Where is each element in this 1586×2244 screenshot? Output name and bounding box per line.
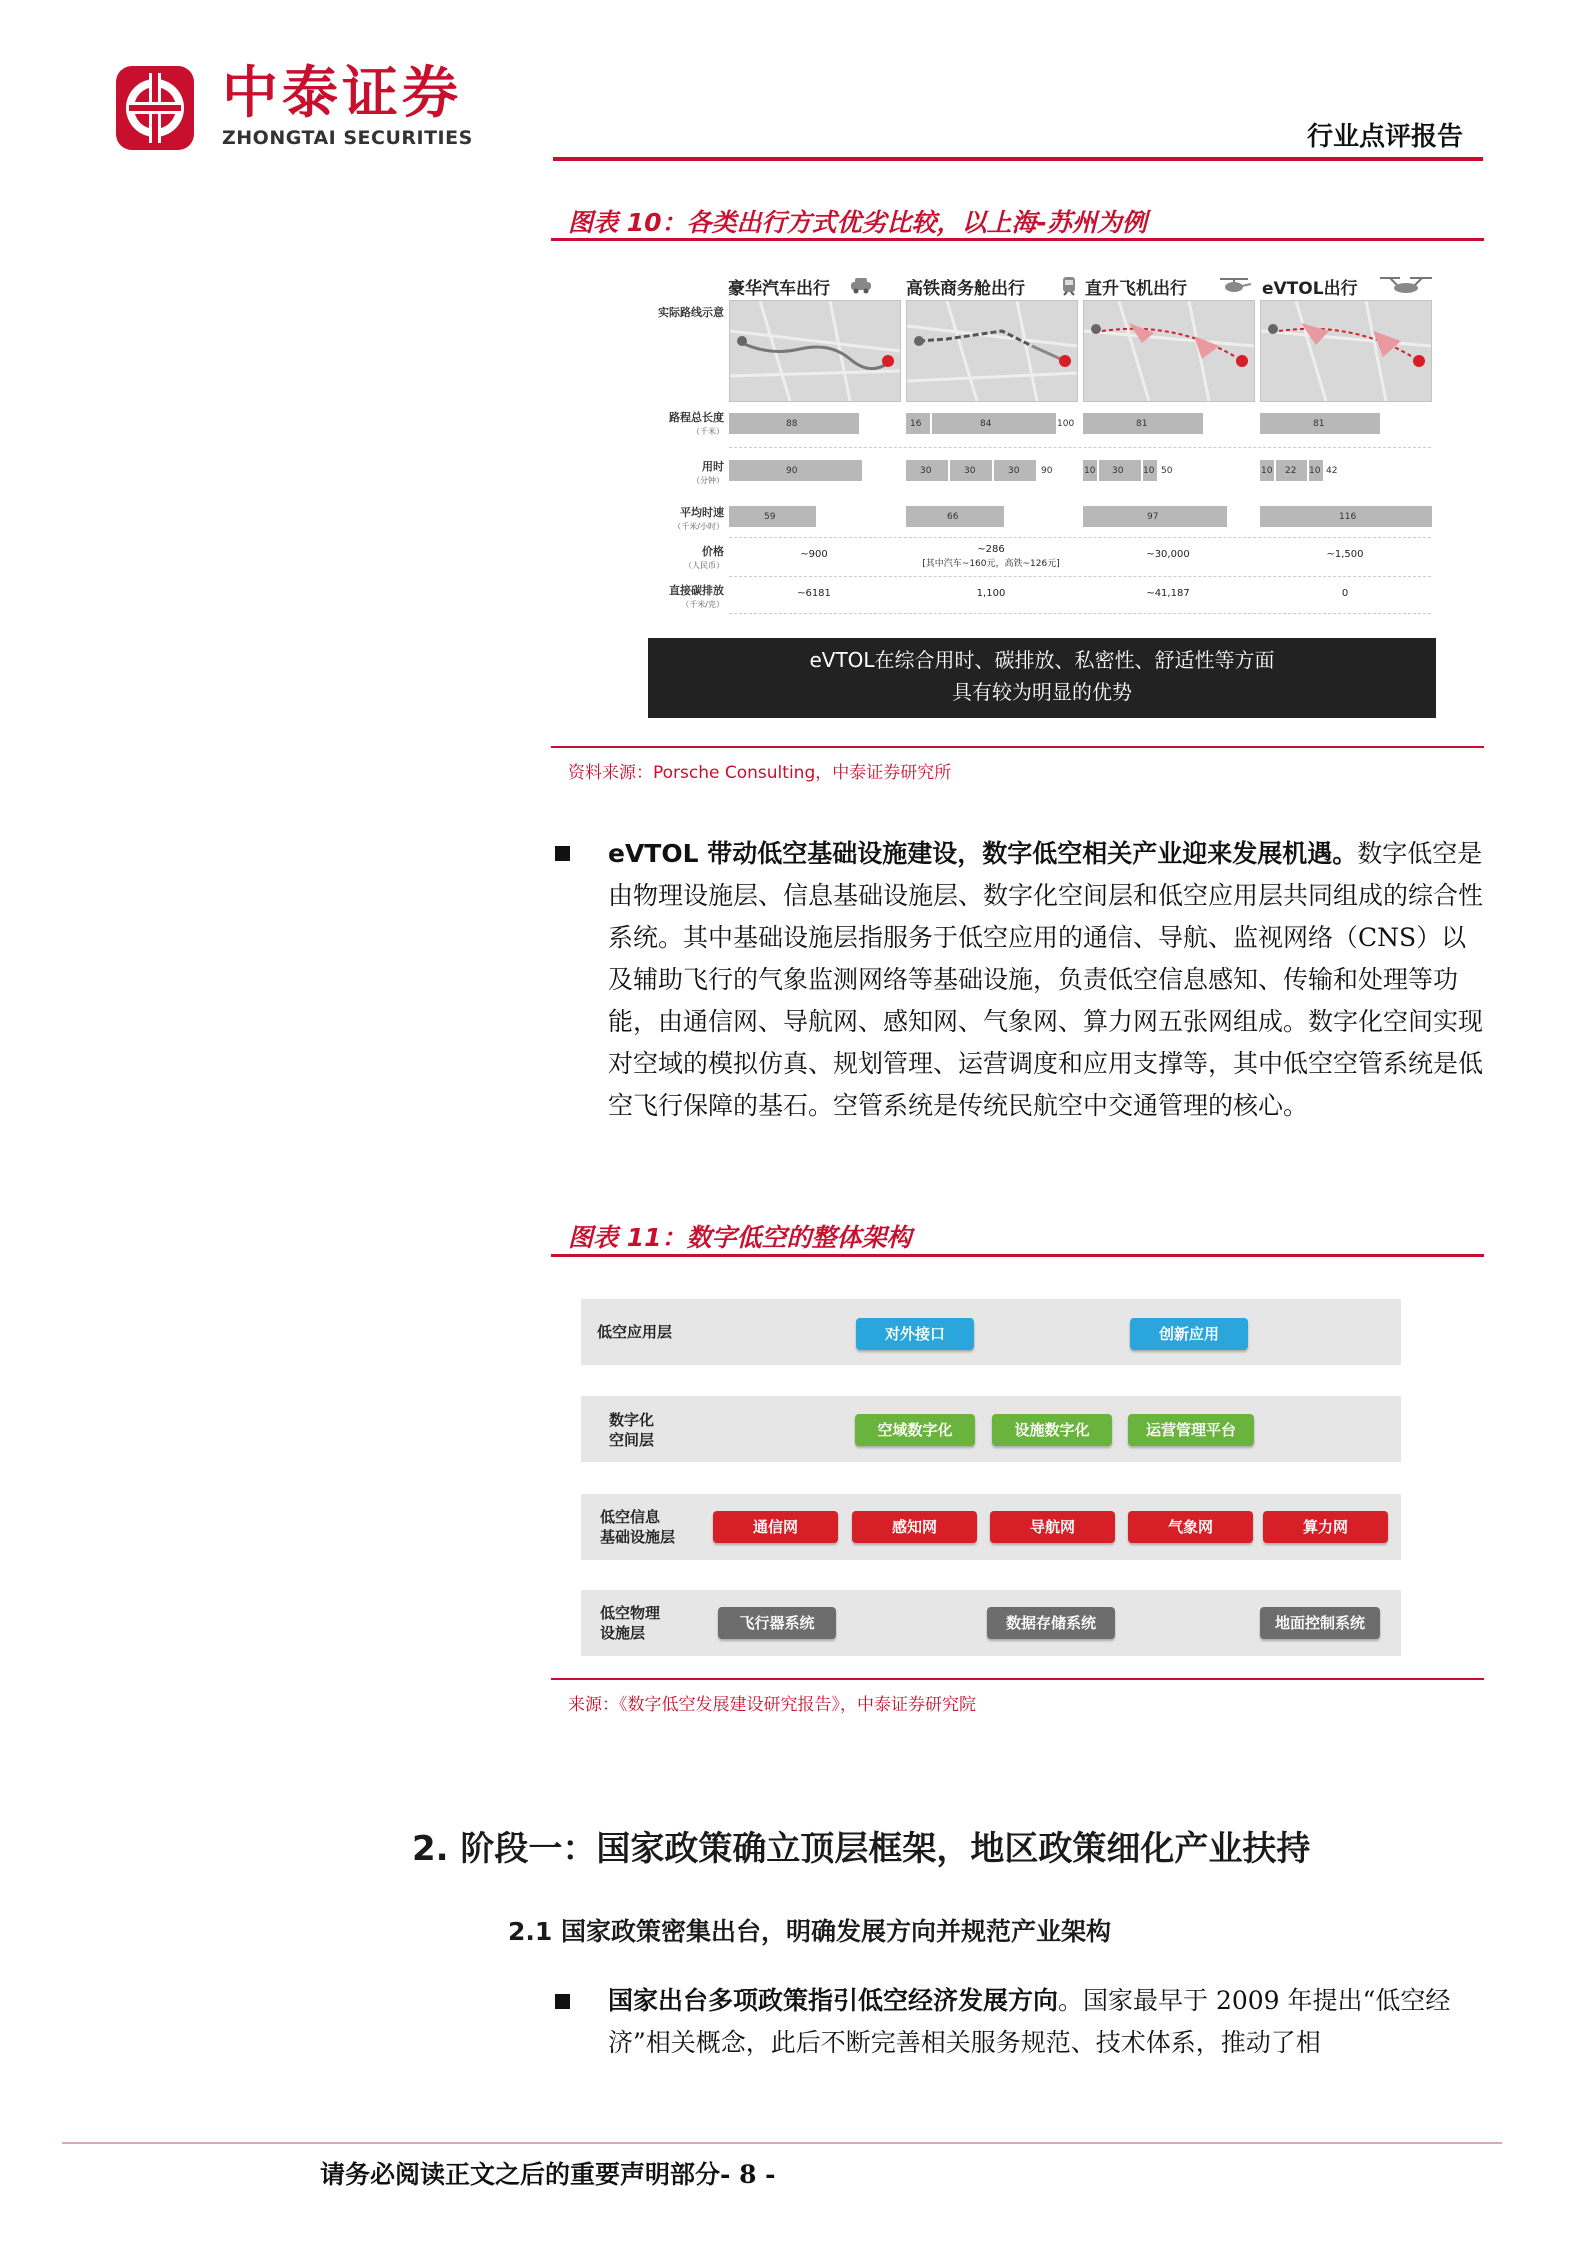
footer-disclaimer: 请务必阅读正文之后的重要声明部分- 8 - bbox=[320, 2160, 776, 2189]
price-value-car: ~900 bbox=[800, 549, 828, 560]
row-label-price-unit: （人民币） bbox=[684, 561, 724, 570]
helicopter-icon bbox=[1218, 276, 1252, 294]
distance-value-train-total: 100 bbox=[1057, 419, 1075, 429]
mode-title-car: 豪华汽车出行 bbox=[728, 279, 830, 299]
conclusion-line-1: eVTOL在综合用时、碳排放、私密性、舒适性等方面 bbox=[809, 648, 1275, 672]
row-label-emission-text: 直接碳排放 bbox=[669, 584, 724, 597]
row-divider bbox=[729, 576, 1431, 577]
layer-label-physical-line1: 低空物理 bbox=[600, 1604, 661, 1622]
item-communication-network: 通信网 bbox=[713, 1511, 838, 1543]
item-navigation-network: 导航网 bbox=[990, 1511, 1115, 1543]
brand-name-cn: 中泰证券 bbox=[222, 61, 462, 126]
layer-label-info-infrastructure bbox=[600, 1507, 675, 1547]
footer-divider bbox=[62, 2142, 1502, 2144]
figure10-title: 图表 10：各类出行方式优劣比较，以上海-苏州为例 bbox=[568, 208, 1147, 237]
layer-label-info-infrastructure-line2: 基础设施层 bbox=[600, 1528, 676, 1546]
time-value-evtol-1: 10 bbox=[1261, 466, 1273, 476]
layer-label-physical-line2: 设施层 bbox=[600, 1624, 646, 1642]
route-map-helicopter bbox=[1083, 300, 1255, 402]
item-computing-network: 算力网 bbox=[1263, 1511, 1388, 1543]
item-airspace-digitalization: 空域数字化 bbox=[855, 1414, 975, 1446]
time-value-train-3: 30 bbox=[1008, 466, 1020, 476]
row-label-speed-text: 平均时速 bbox=[680, 506, 724, 519]
layer-label-application: 低空应用层 bbox=[597, 1323, 673, 1341]
distance-value-car: 88 bbox=[786, 419, 798, 429]
distance-bar-train-rail-leg bbox=[932, 413, 1056, 434]
layer-band-digital-space bbox=[581, 1396, 1401, 1462]
mode-title-helicopter: 直升飞机出行 bbox=[1085, 279, 1187, 299]
item-operation-platform: 运营管理平台 bbox=[1128, 1414, 1254, 1446]
item-aircraft-system: 飞行器系统 bbox=[718, 1607, 836, 1639]
layer-label-digital-space bbox=[609, 1410, 654, 1450]
row-label-distance-text: 路程总长度 bbox=[669, 411, 724, 424]
figure10-source: 资料来源：Porsche Consulting，中泰证券研究所 bbox=[568, 763, 952, 783]
speed-value-car: 59 bbox=[764, 512, 776, 522]
row-label-price bbox=[640, 545, 724, 572]
route-map-evtol bbox=[1260, 300, 1432, 402]
emission-value-car: ~6181 bbox=[797, 588, 831, 599]
price-note-train: [其中汽车~160元，高铁~126元] bbox=[922, 559, 1060, 569]
row-label-time bbox=[640, 460, 724, 487]
time-value-helicopter-total: 50 bbox=[1161, 466, 1173, 476]
row-divider bbox=[729, 613, 1431, 614]
layer-label-physical bbox=[600, 1603, 660, 1643]
layer-label-info-infrastructure-line1: 低空信息 bbox=[600, 1508, 661, 1526]
time-value-train-1: 30 bbox=[920, 466, 932, 476]
layer-band-application bbox=[581, 1299, 1401, 1365]
emission-value-evtol: 0 bbox=[1341, 588, 1349, 599]
row-label-emission-unit: （千米/克） bbox=[681, 600, 724, 609]
layer-label-digital-space-line2: 空间层 bbox=[609, 1431, 655, 1449]
item-sensing-network: 感知网 bbox=[852, 1511, 977, 1543]
header-divider bbox=[553, 157, 1483, 161]
route-map-car bbox=[729, 300, 901, 402]
paragraph-body: 。国家最早于 2009 年提出“低空经济”相关概念，此后不断完善相关服务规范、技术体系，推动了相 bbox=[608, 1986, 1451, 2057]
distance-value-train-2: 84 bbox=[980, 419, 992, 429]
figure10-top-rule bbox=[551, 238, 1484, 241]
item-external-interface: 对外接口 bbox=[856, 1318, 974, 1350]
speed-value-evtol: 116 bbox=[1339, 512, 1357, 522]
emission-value-helicopter: ~41,187 bbox=[1146, 588, 1190, 599]
time-value-evtol-total: 42 bbox=[1326, 466, 1338, 476]
distance-value-helicopter: 81 bbox=[1136, 419, 1148, 429]
paragraph-digital-low-altitude bbox=[608, 833, 1486, 1127]
row-label-time-text: 用时 bbox=[702, 460, 724, 473]
brand-name-en: ZHONGTAI SECURITIES bbox=[222, 127, 473, 149]
figure11-top-rule bbox=[551, 1254, 1484, 1257]
distance-value-train-1: 16 bbox=[910, 419, 922, 429]
row-divider bbox=[729, 537, 1431, 538]
figure10-bottom-rule bbox=[551, 746, 1484, 748]
car-icon bbox=[849, 276, 873, 294]
figure11-source: 来源：《数字低空发展建设研究报告》，中泰证券研究院 bbox=[568, 1695, 976, 1715]
train-icon bbox=[1061, 276, 1077, 296]
subsection-heading: 2.1 国家政策密集出台，明确发展方向并规范产业架构 bbox=[508, 1917, 1111, 1946]
time-value-evtol-3: 10 bbox=[1309, 466, 1321, 476]
row-label-distance bbox=[640, 411, 724, 438]
conclusion-box bbox=[648, 638, 1436, 718]
row-label-emission bbox=[640, 584, 724, 611]
time-value-helicopter-2: 30 bbox=[1112, 466, 1124, 476]
evtol-icon bbox=[1378, 274, 1434, 296]
item-innovative-application: 创新应用 bbox=[1130, 1318, 1248, 1350]
speed-value-train: 66 bbox=[947, 512, 959, 522]
layer-label-digital-space-line1: 数字化 bbox=[609, 1411, 655, 1429]
item-facility-digitalization: 设施数字化 bbox=[992, 1414, 1112, 1446]
row-label-distance-unit: （千米） bbox=[692, 427, 724, 436]
item-ground-control-system: 地面控制系统 bbox=[1260, 1607, 1380, 1639]
row-label-route: 实际路线示意 bbox=[658, 306, 724, 319]
time-value-car: 90 bbox=[786, 466, 798, 476]
paragraph-lead: eVTOL 带动低空基础设施建设，数字低空相关产业迎来发展机遇。 bbox=[608, 839, 1358, 868]
time-value-train-total: 90 bbox=[1041, 466, 1053, 476]
zhongtai-logo-icon bbox=[115, 65, 195, 151]
report-type: 行业点评报告 bbox=[1307, 122, 1464, 152]
row-label-speed-unit: （千米/小时） bbox=[673, 522, 724, 531]
time-value-evtol-2: 22 bbox=[1285, 466, 1297, 476]
row-label-speed bbox=[640, 506, 724, 533]
item-data-storage-system: 数据存储系统 bbox=[987, 1607, 1115, 1639]
time-value-helicopter-1: 10 bbox=[1084, 466, 1096, 476]
price-value-evtol: ~1,500 bbox=[1326, 549, 1364, 560]
paragraph-national-policy bbox=[608, 1980, 1486, 2064]
figure11-title: 图表 11：数字低空的整体架构 bbox=[568, 1223, 912, 1252]
emission-value-train: 1,100 bbox=[976, 588, 1006, 599]
item-weather-network: 气象网 bbox=[1128, 1511, 1253, 1543]
speed-value-helicopter: 97 bbox=[1147, 512, 1159, 522]
row-label-price-text: 价格 bbox=[702, 545, 724, 558]
mode-title-evtol: eVTOL出行 bbox=[1262, 279, 1358, 299]
row-divider bbox=[729, 447, 1431, 448]
time-value-train-2: 30 bbox=[964, 466, 976, 476]
bullet-icon bbox=[555, 1994, 570, 2009]
distance-value-evtol: 81 bbox=[1313, 419, 1325, 429]
paragraph-body: 数字低空是由物理设施层、信息基础设施层、数字化空间层和低空应用层共同组成的综合性系统。其中基础设施层指服务于低空应用的通信、导航、监视网络（CNS）以及辅助飞行的气象监测网络等基础设施，负责低空信息感知、传输和处理等功能，由通信网、导航网、感知网、气象网、算力网五张网组成。数字化空间实现对空域的模拟仿真、规划管理、运营调度和应用支撑等，其中低空空管系统是低空飞行保障的基石。空管系统是传统民航空中交通管理的核心。 bbox=[608, 839, 1484, 1120]
route-map-train bbox=[906, 300, 1078, 402]
mode-title-train: 高铁商务舱出行 bbox=[906, 279, 1025, 299]
section-heading: 2. 阶段一：国家政策确立顶层框架，地区政策细化产业扶持 bbox=[412, 1829, 1311, 1869]
conclusion-line-2: 具有较为明显的优势 bbox=[952, 680, 1132, 704]
paragraph-lead: 国家出台多项政策指引低空经济发展方向 bbox=[608, 1986, 1059, 2015]
bullet-icon bbox=[555, 846, 570, 861]
row-label-time-unit: （分钟） bbox=[692, 476, 724, 485]
figure11-bottom-rule bbox=[551, 1678, 1484, 1680]
price-value-train: ~286 bbox=[977, 544, 1005, 555]
price-value-helicopter: ~30,000 bbox=[1146, 549, 1190, 560]
time-value-helicopter-3: 10 bbox=[1143, 466, 1155, 476]
